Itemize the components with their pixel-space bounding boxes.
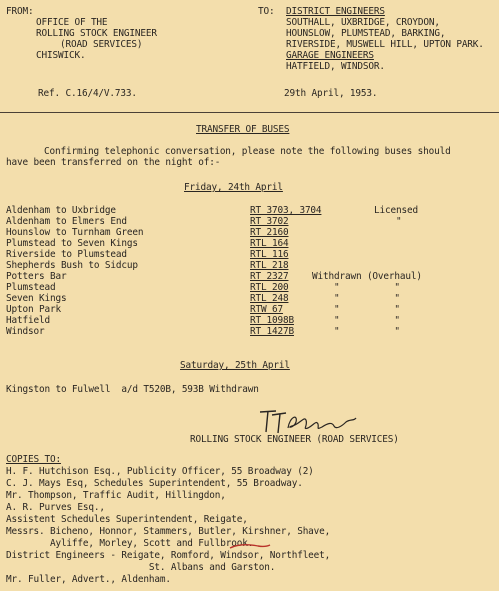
list-item: District Engineers - Reigate, Romford, Windsor, Northfleet, [6,550,331,561]
to-line-3: RIVERSIDE, MUSWELL HILL, UPTON PARK. [286,39,484,50]
list-item: C. J. Mays Esq, Schedules Superintendent, 55 Broadway. [6,478,303,489]
from-line-4: CHISWICK. [36,50,86,61]
note-cell: " [396,216,402,227]
list-item: Assistent Schedules Superintendent, Reigate, [6,514,248,525]
bus-cell: RT 2160 [250,227,289,238]
route-cell: Plumstead to Seven Kings [6,238,138,249]
note-cell: " " [334,315,400,326]
to-line-1: SOUTHALL, UXBRIDGE, CROYDON, [286,17,440,28]
route-cell: Upton Park [6,304,61,315]
memo-title: TRANSFER OF BUSES [196,124,290,135]
bus-cell: RTL 164 [250,238,289,249]
to-line-4: HATFIELD, WINDSOR. [286,61,385,72]
bus-cell: RTL 200 [250,282,289,293]
to-heading-garage: GARAGE ENGINEERS [286,50,374,61]
from-line-3: (ROAD SERVICES) [60,39,143,50]
note-cell: " " [334,293,400,304]
bus-cell: RT 3703, 3704 [250,205,322,216]
to-line-2: HOUNSLOW, PLUMSTEAD, BARKING, [286,28,446,39]
header-divider [0,112,499,113]
bus-cell: RT 2327 [250,271,289,282]
reference: Ref. C.16/4/V.733. [38,88,137,99]
list-item: Ayliffe, Morley, Scott and Fullbrook. [6,538,254,549]
note-cell: " " [334,326,400,337]
to-label: TO: [258,6,275,17]
note-cell: " " [334,304,400,315]
route-cell: Aldenham to Uxbridge [6,205,116,216]
route-cell: Potters Bar [6,271,67,282]
bus-cell: RTW 67 [250,304,283,315]
list-item: St. Albans and Garston. [6,562,276,573]
bus-cell: RTL 116 [250,249,289,260]
route-cell: Aldenham to Elmers End [6,216,127,227]
day-heading-saturday: Saturday, 25th April [180,360,290,371]
signoff-title: ROLLING STOCK ENGINEER (ROAD SERVICES) [190,434,399,445]
route-cell: Hatfield [6,315,50,326]
intro-line-2: have been transferred on the night of:- [6,157,221,168]
list-item: Mr. Thompson, Traffic Audit, Hillingdon, [6,490,226,501]
note-cell: " " [334,282,400,293]
from-line-2: ROLLING STOCK ENGINEER [36,28,157,39]
bus-cell: RT 3702 [250,216,289,227]
bus-cell: RT 1427B [250,326,294,337]
route-cell: Plumstead [6,282,56,293]
route-cell: Windsor [6,326,45,337]
route-cell: Riverside to Plumstead [6,249,127,260]
list-item: H. F. Hutchison Esq., Publicity Officer, 55 Broadway (2) [6,466,314,477]
red-pen-mark [228,542,272,552]
day-heading-friday: Friday, 24th April [184,182,283,193]
route-cell: Seven Kings [6,293,67,304]
to-heading-district: DISTRICT ENGINEERS [286,6,385,17]
intro-line-1: Confirming telephonic conversation, please note the following buses should [44,146,451,157]
saturday-transfer: Kingston to Fulwell a/d T520B, 593B Withdrawn [6,384,259,395]
copies-label: COPIES TO: [6,454,61,465]
note-cell: Withdrawn (Overhaul) [312,271,422,282]
bus-cell: RTL 218 [250,260,289,271]
from-label: FROM: [6,6,34,17]
note-cell: Licensed [374,205,418,216]
bus-cell: RTL 248 [250,293,289,304]
list-item: A. R. Purves Esq., [6,502,105,513]
from-line-1: OFFICE OF THE [36,17,108,28]
route-cell: Shepherds Bush to Sidcup [6,260,138,271]
bus-cell: RT 1098B [250,315,294,326]
list-item: Messrs. Bicheno, Honnor, Stammers, Butler, Kirshner, Shave, [6,526,331,537]
memo-date: 29th April, 1953. [284,88,378,99]
handwritten-signature [256,406,360,436]
list-item: Mr. Fuller, Advert., Aldenham. [6,574,171,585]
route-cell: Hounslow to Turnham Green [6,227,144,238]
